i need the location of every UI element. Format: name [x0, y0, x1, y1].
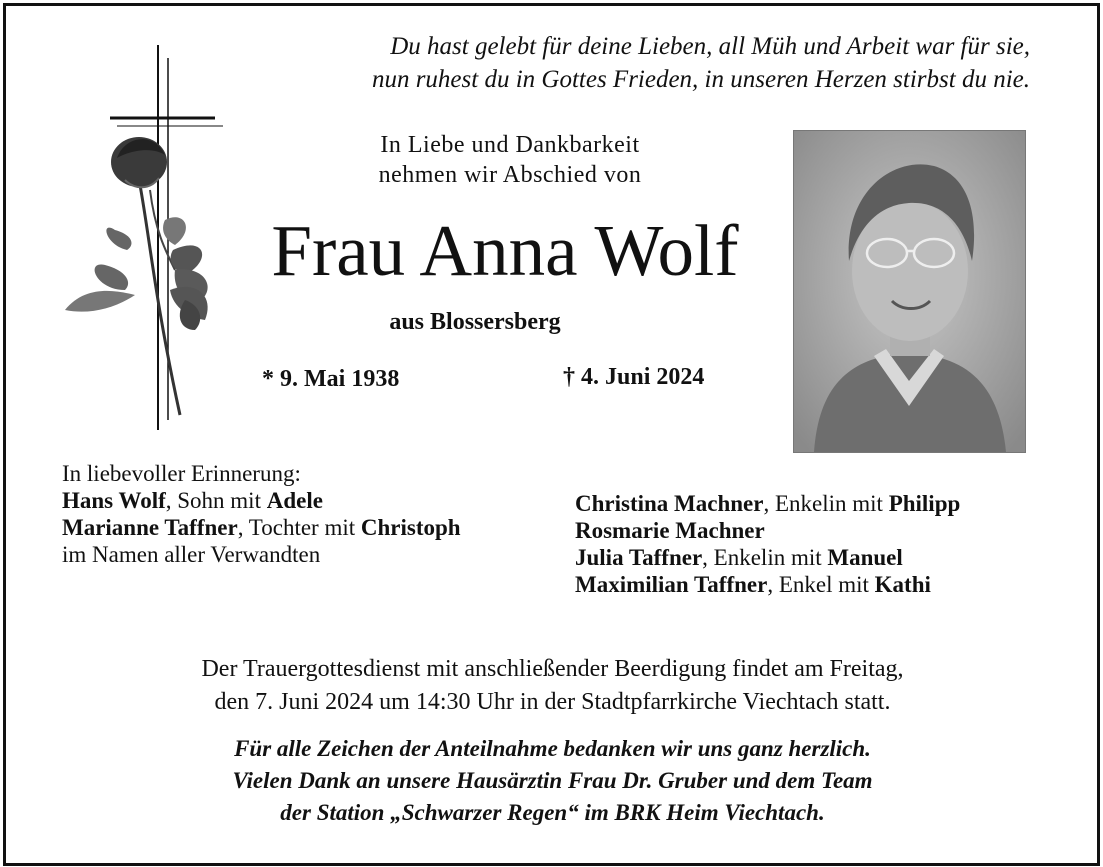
family-name: Julia Taffner — [575, 545, 703, 570]
family-partner: Adele — [266, 488, 323, 513]
intro-line: In Liebe und Dankbarkeit — [380, 132, 640, 158]
thanks-text — [60, 733, 1045, 829]
deceased-name: Frau Anna Wolf — [271, 210, 739, 291]
family-name: Christina Machner — [575, 491, 764, 516]
intro-text — [300, 130, 720, 190]
family-relation: , Sohn mit — [165, 488, 267, 513]
family-entry — [62, 487, 582, 514]
family-partner: Kathi — [874, 572, 931, 597]
poem-line: Du hast gelebt für deine Lieben, all Müh und Arbeit war für sie, — [390, 33, 1030, 60]
family-entry — [575, 571, 1095, 598]
family-relation: , Enkelin mit — [702, 545, 828, 570]
family-entry — [575, 544, 1095, 571]
family-list-left — [62, 460, 582, 568]
family-relation: , Enkel mit — [767, 572, 875, 597]
family-name: Hans Wolf — [62, 488, 166, 513]
deceased-place: aus Blossersberg — [389, 309, 561, 335]
birth-date: * 9. Mai 1938 — [262, 366, 400, 392]
family-partner: Christoph — [360, 515, 461, 540]
service-line: den 7. Juni 2024 um 14:30 Uhr in der Stadtpfarrkirche Viechtach statt. — [214, 689, 891, 715]
family-entry — [62, 514, 582, 541]
family-partner: Philipp — [888, 491, 961, 516]
family-list-right — [575, 490, 1095, 598]
poem-line: nun ruhest du in Gottes Frieden, in unseren Herzen stirbst du nie. — [371, 66, 1030, 93]
thanks-line: Für alle Zeichen der Anteilnahme bedanken wir uns ganz herzlich. — [234, 736, 871, 761]
service-info — [60, 653, 1045, 719]
thanks-line: der Station „Schwarzer Regen“ im BRK Heim Viechtach. — [280, 800, 825, 825]
family-entry — [575, 517, 1095, 544]
intro-line: nehmen wir Abschied von — [378, 162, 642, 188]
poem — [150, 30, 1030, 96]
rose-icon — [65, 137, 208, 415]
family-partner: Manuel — [827, 545, 903, 570]
family-relation: , Tochter mit — [237, 515, 361, 540]
family-name: Rosmarie Machner — [575, 518, 765, 543]
family-header: In liebevoller Erinnerung: — [62, 461, 301, 486]
thanks-line: Vielen Dank an unsere Hausärztin Frau Dr. Gruber und dem Team — [232, 768, 873, 793]
family-entry — [575, 490, 1095, 517]
portrait-photo — [793, 130, 1026, 453]
family-name: Marianne Taffner — [62, 515, 238, 540]
family-relation: , Enkelin mit — [763, 491, 889, 516]
service-line: Der Trauergottesdienst mit anschließender Beerdigung findet am Freitag, — [201, 656, 904, 682]
family-footer: im Namen aller Verwandten — [62, 542, 321, 567]
death-date: † 4. Juni 2024 — [563, 364, 705, 390]
family-name: Maximilian Taffner — [575, 572, 768, 597]
